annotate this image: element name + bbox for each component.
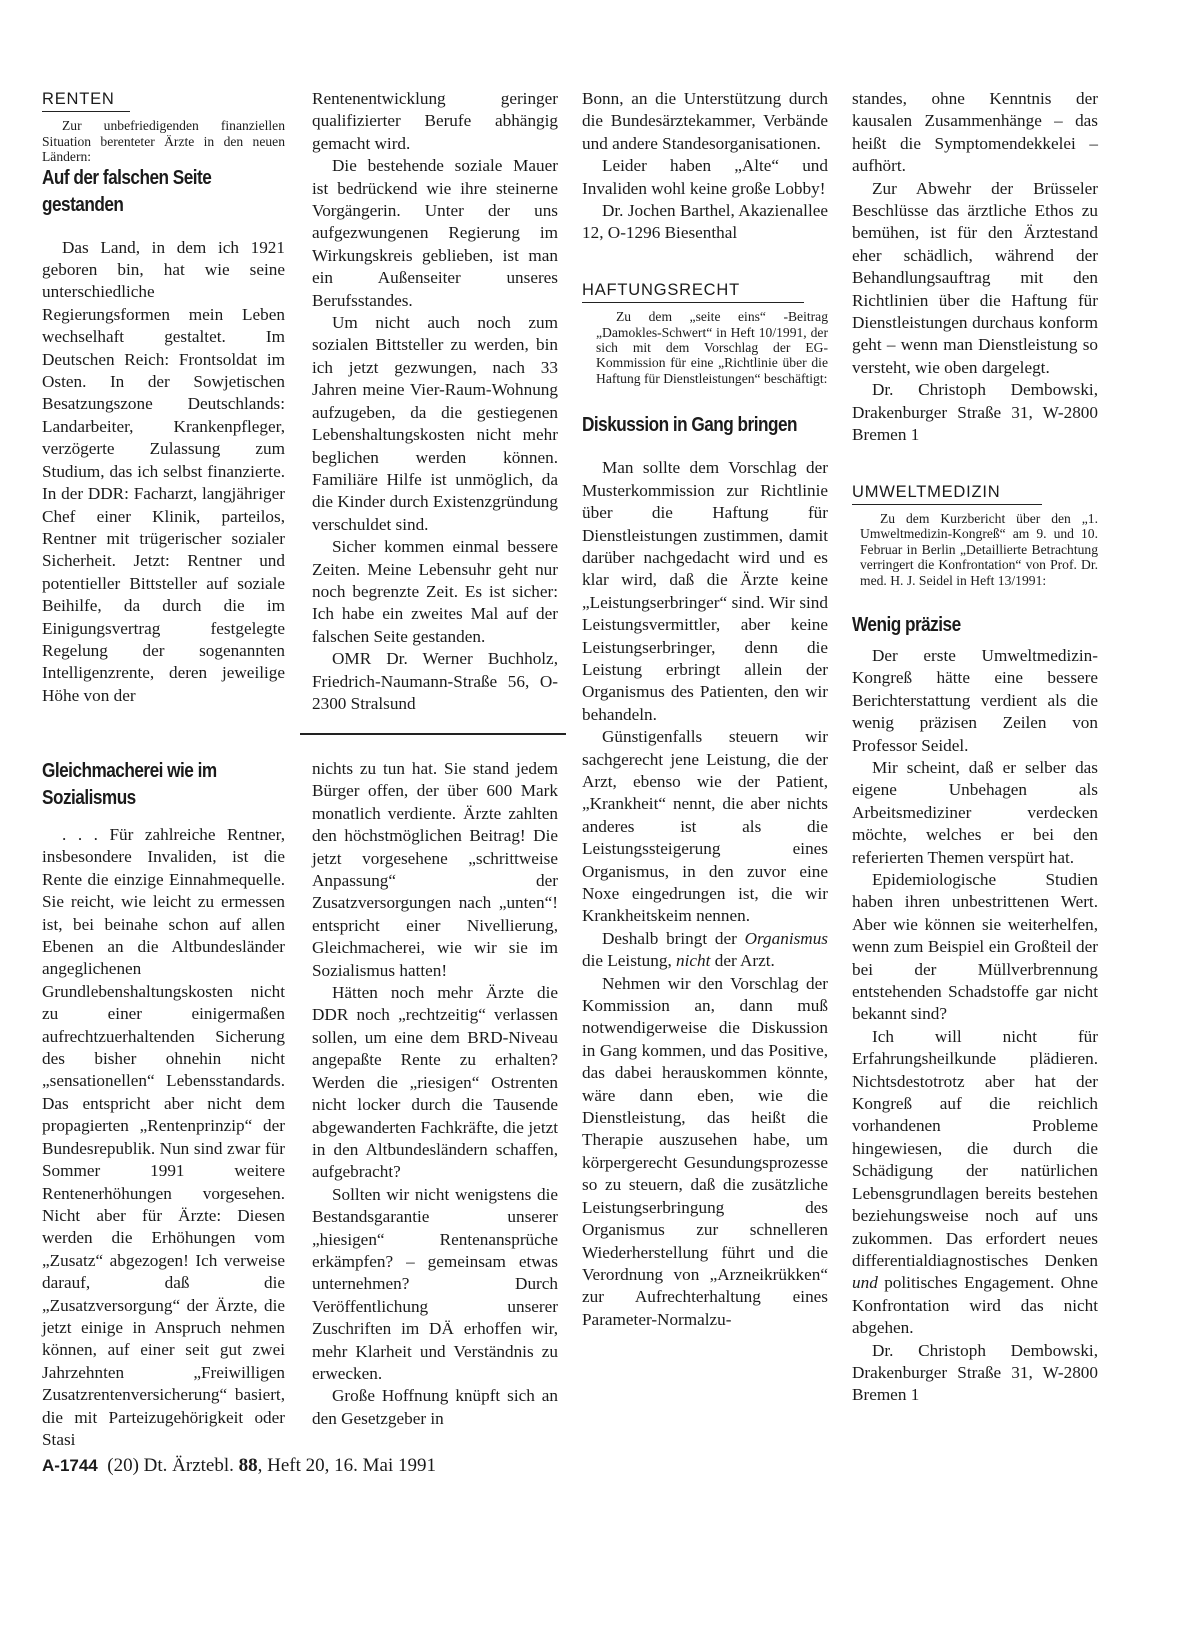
letter-paragraph: nichts zu tun hat. Sie stand jedem Bürger offen, der über 600 Mark monatlich verdiente. Ärzte zahlten den höchstmöglichen Beitrag! Die jetzt vorgesehene „schrittweise Anpassung“ der Zusatzversorgungen nach „unten“! entspricht einer Nivellierung, Gleichmacherei, wie wir sie im Sozialismus hatten! [312, 759, 558, 980]
letter-paragraph: Das Land, in dem ich 1921 geboren bin, hat wie seine unterschiedliche Regierungsformen mein Leben wechselhaft gestaltet. Im Deutschen Reich: Frontsoldat im Osten. In der Sowjetischen Besatzungszone Deutschlands: Landarbeiter, Krankenpfleger, verzögerte Zulassung zum Studium, das ich selbst finanzierte. In der DDR: Facharzt, langjähriger Chef einer Klinik, parteilos, Rentner mit trügerischer sozialer Sicherheit. Jetzt: Rentner und potentieller Bittsteller auf soziale Beihilfe, da durch die im Einigungsvertrag festgelegte Regelung der sogenannten Intelligenzrente, deren jeweilige Höhe von der [42, 237, 285, 705]
letter-paragraph: Die bestehende soziale Mauer ist bedrückend wie ihre steinerne Vorgängerin. Unter der uns aufgezwungenen Regierung im Wirkungskreis geblieben, ist man ein Außenseiter unseres Berufsstandes. [312, 156, 558, 310]
lower-column-2 [312, 758, 558, 1430]
letter-paragraph: Mir scheint, daß er selber das eigene Unbehagen als Arbeitsmediziner verdecken möchte, welches er bei den referierten Themen verspürt hat. [852, 757, 1098, 867]
footer-text: (20) Dt. Ärztebl. [97, 1455, 239, 1476]
letter-paragraph: Epidemiologische Studien haben ihren unbestrittenen Wert. Aber wie können sie weiterhelfen, wenn zum Beispiel ein Großteil der bei der Müllverbrennung entstehenden Schadstoffe gar nicht bekannt sind? [852, 870, 1098, 1024]
column-3 [582, 88, 828, 1331]
section-kicker-renten: RENTEN [42, 88, 130, 112]
letter-paragraph: Leider haben „Alte“ und Invaliden wohl keine große Lobby! [582, 156, 828, 198]
letter-paragraph: Der erste Umweltmedizin-Kongreß hätte eine bessere Berichterstattung verdient als die wenig präzisen Zeilen von Professor Seidel. [852, 645, 1098, 755]
letter-headline: Gleichmacherei wie im Sozialismus [42, 760, 217, 809]
column-1 [42, 88, 285, 707]
letter-paragraph: Nehmen wir den Vorschlag der Kommission an, dann muß notwendigerweise die Diskussion in Gang kommen, und das Positive, das dabei herauskommen könnte, wäre dann eben, wie die Dienstleistung, das heißt die Therapie auszusehen habe, um körpergerecht Gesundungsprozesse so zu steuern, daß die zusätzliche Leistungserbringung des Organismus zur schnelleren Wiederherstellung führt und die Verordnung von „Arzneikrükken“ zur Aufrechterhaltung eines Parameter-Normalzu- [582, 973, 828, 1329]
italic-run: Organismus [744, 928, 828, 948]
page-footer [42, 1455, 436, 1477]
column-4 [852, 88, 1098, 1407]
letter-paragraph: Große Hoffnung knüpft sich an den Gesetzgeber in [312, 1386, 558, 1428]
section-divider-rule [300, 733, 566, 735]
letter-signature: OMR Dr. Werner Buchholz, Friedrich-Naumann-Straße 56, O-2300 Stralsund [312, 649, 558, 713]
letter-intro: Zu dem Kurzbericht über den „1. Umweltmedizin-Kongreß“ am 9. und 10. Februar in Berlin „Detaillierte Betrachtung verringert die Konfrontation“ von Prof. Dr. med. H. J. Seidel in Heft 13/1991: [860, 510, 1098, 588]
page-code: A-1744 [42, 1456, 98, 1475]
letter-paragraph: Um nicht auch noch zum sozialen Bittsteller zu werden, bin ich jetzt gezwungen, nach 33 Jahren meine Vier-Raum-Wohnung aufzugeben, da die gestiegenen Lebenshaltungskosten nicht mehr beglichen werden können. Familiäre Hilfe ist unmöglich, da die Kinder durch Existenzgründung verschuldet sind. [312, 313, 558, 534]
letter-paragraph: Man sollte dem Vorschlag der Musterkommission zur Richtlinie über die Haftung für Dienstleistungen zustimmen, damit darüber nachgedacht wird und es klar wird, daß die Ärzte keine „Leistungserbringer“ sind. Wir sind Leistungsvermittler, aber keine Leistungserbringer, denn die Leistung erbringt allein der Organismus des Patienten, den wir behandeln. [582, 458, 828, 724]
letter-paragraph: standes, ohne Kenntnis der kausalen Zusammenhänge – das heißt die Symptomendekkelei – aufhört. [852, 89, 1098, 176]
text-run: der Arzt. [710, 951, 775, 971]
letter-paragraph: Zur Abwehr der Brüsseler Beschlüsse das ärztliche Ethos zu bemühen, ist für den Ärztestand eher schädlich, während der Behandlungsauftrag mit den Richtlinien über die Haftung für Dienstleistungen durchaus konform geht – wenn man Dienstleistung so versteht, wie oben dargelegt. [852, 178, 1098, 377]
text-run: Ich will nicht für Erfahrungsheilkunde plädieren. Nichtsdestotrotz aber hat der Kongreß auf die reichlich vorhandenen Probleme hingewiesen, die durch die Schädigung der natürlichen Lebensgrundlagen bereits bestehen beziehungsweise noch auf uns zukommen. Das erfordert neues differentialdiagnostisches Denken [852, 1026, 1098, 1270]
italic-run: und [852, 1273, 878, 1293]
letter-paragraph: Günstigenfalls steuern wir sachgerecht jene Leistung, die der Arzt, ebenso wie der Patient, „Krankheit“ nennt, die aber nichts anderes ist als die Leistungssteigerung eines Organismus, in den zuvor eine Noxe eingedrungen ist, die wir Krankheitskeim nennen. [582, 727, 828, 926]
letter-signature: Dr. Christoph Dembowski, Drakenburger Straße 31, W-2800 Bremen 1 [852, 380, 1098, 445]
letter-headline: Wenig präzise [852, 613, 961, 636]
text-run: die Leistung, [582, 951, 677, 971]
letter-paragraph [852, 1026, 1098, 1340]
letter-paragraph: Bonn, an die Unterstützung durch die Bundesärztekammer, Verbände und andere Standesorganisationen. [582, 89, 828, 153]
footer-text: , Heft 20, 16. Mai 1991 [257, 1455, 437, 1476]
letter-headline: Auf der falschen Seite gestanden [42, 166, 212, 216]
letter-signature: Dr. Christoph Dembowski, Drakenburger Straße 31, W-2800 Bremen 1 [852, 1340, 1098, 1405]
letter-signature: Dr. Jochen Barthel, Akazienallee 12, O-1296 Biesenthal [582, 201, 828, 243]
section-kicker-haftungsrecht: HAFTUNGSRECHT [582, 279, 804, 303]
section-kicker-umweltmedizin: UMWELTMEDIZIN [852, 481, 1042, 505]
letter-paragraph: Hätten noch mehr Ärzte die DDR noch „rechtzeitig“ verlassen sollen, um eine dem BRD-Niveau angepaßte Rente zu erhalten? Werden die „riesigen“ Ostrenten nicht locker durch die Tausende abgewanderten Fachkräfte, die jetzt in den Altbundesländern schaffen, aufgebracht? [312, 983, 558, 1182]
text-run: politisches Engagement. Ohne Konfrontation wird das nicht abgehen. [852, 1273, 1098, 1338]
letter-headline: Diskussion in Gang bringen [582, 414, 797, 437]
italic-run: nicht [676, 951, 711, 971]
letter-intro: Zur unbefriedigenden finanziellen Situation berenteter Ärzte in den neuen Ländern: [42, 118, 285, 165]
column-2 [312, 88, 558, 715]
letter-paragraph [582, 928, 828, 973]
letter-paragraph: Rentenentwicklung geringer qualifizierter Berufe abhängig gemacht wird. [312, 89, 558, 153]
letter-paragraph: Sicher kommen einmal bessere Zeiten. Meine Lebensuhr geht nur noch begrenzte Zeit. Es ist sicher: Ich habe ein zweites Mal auf der falschen Seite gestanden. [312, 537, 558, 646]
text-run: Deshalb bringt der [602, 928, 745, 948]
letter-intro: Zu dem „seite eins“ -Beitrag „Damokles-Schwert“ in Heft 10/1991, der sich mit dem Vorschlag der EG-Kommission für eine „Richtlinie über die Haftung für Dienstleistungen“ beschäftigt: [596, 309, 828, 386]
letter-paragraph: . . . Für zahlreiche Rentner, insbesondere Invaliden, ist die Rente die einzige Einnahmequelle. Sie reicht, wie leicht zu ermessen ist, bei beinahe schon auf allen Ebenen an die Altbundesländer angeglichenen Grundlebenshaltungskosten nicht zu einer einigermaßen aufrechtzuerhaltenden Sicherung des bisher ohnehin nicht „sensationellen“ Lebensstandards. Das entspricht aber nicht dem propagierten „Rentenprinzip“ der Bundesrepublik. Nun sind zwar für Sommer 1991 weitere Rentenerhöhungen vorgesehen. Nicht aber für Ärzte: Diesen werden die Erhöhungen vom „Zusatz“ abgezogen! Ich verweise darauf, daß die „Zusatzversorgung“ der Ärzte, die jetzt einige in Anspruch nehmen können, auf einer seit gut zwei Jahrzehnten „Freiwilligen Zusatzrentenversicherung“ basiert, die mit Parteizugehörigkeit oder Stasi [42, 825, 285, 1449]
letter-paragraph: Sollten wir nicht wenigstens die Bestandsgarantie unserer „hiesigen“ Rentenansprüche erkämpfen? – gemeinsam etwas unternehmen? Durch Veröffentlichung unserer Zuschriften im DÄ erhoffen wir, mehr Klarheit und Verständnis zu erwecken. [312, 1184, 558, 1383]
lower-column-1 [42, 758, 285, 1451]
volume-number: 88 [238, 1455, 258, 1476]
